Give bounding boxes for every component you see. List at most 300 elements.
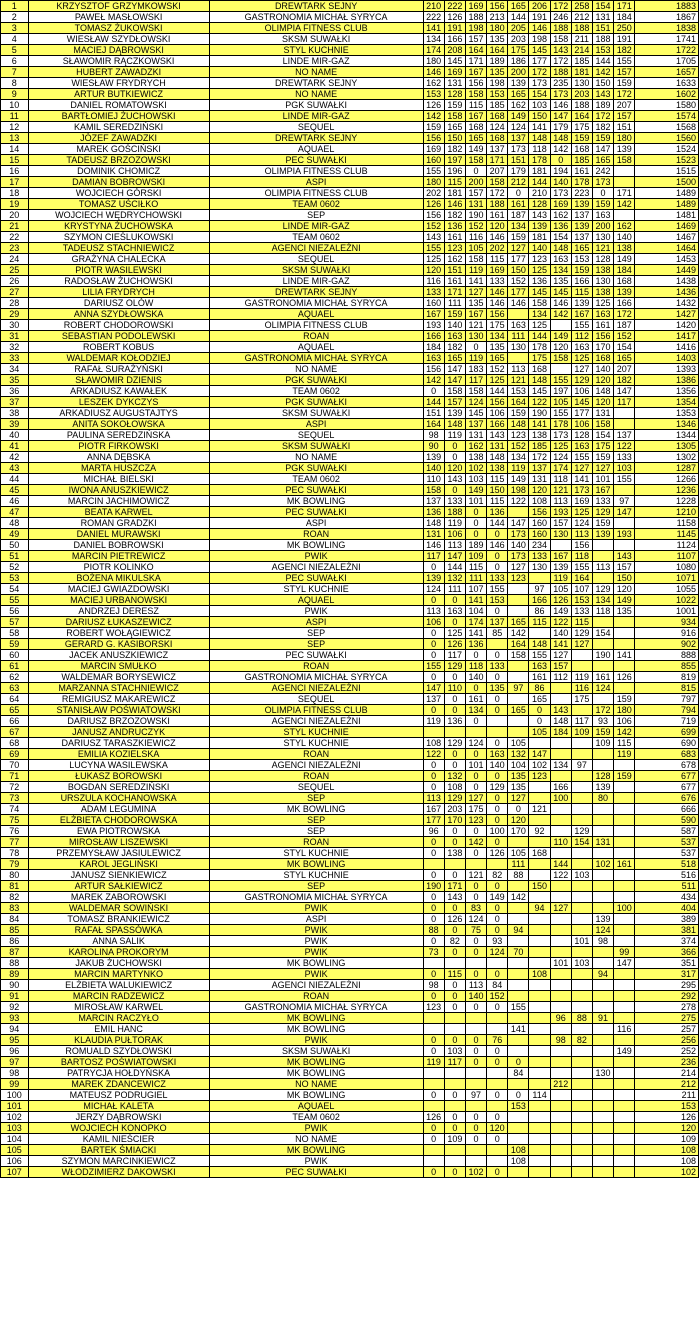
game-score-cell xyxy=(614,815,635,826)
game-score-cell: 172 xyxy=(550,56,571,67)
game-score-cell: 172 xyxy=(550,1,571,12)
game-score-cell: 0 xyxy=(465,947,486,958)
player-name-cell: PRZEMYSŁAW JASIULEWICZ xyxy=(28,848,209,859)
game-score-cell: 191 xyxy=(614,34,635,45)
game-score-cell: 153 xyxy=(592,45,613,56)
place-cell: 44 xyxy=(1,474,29,485)
game-score-cell: 0 xyxy=(465,507,486,518)
total-score-cell: 1417 xyxy=(635,331,699,342)
game-score-cell: 121 xyxy=(529,804,550,815)
game-score-cell: 115 xyxy=(444,969,465,980)
game-score-cell: 125 xyxy=(423,254,444,265)
game-score-cell: 154 xyxy=(592,628,613,639)
game-score-cell xyxy=(508,1013,529,1024)
game-score-cell xyxy=(508,914,529,925)
total-score-cell: 257 xyxy=(635,1024,699,1035)
game-score-cell: 128 xyxy=(444,89,465,100)
game-score-cell: 182 xyxy=(614,375,635,386)
game-score-cell xyxy=(592,1145,613,1156)
game-score-cell: 0 xyxy=(550,155,571,166)
game-score-cell: 134 xyxy=(508,221,529,232)
game-score-cell: 158 xyxy=(465,386,486,397)
game-score-cell xyxy=(592,991,613,1002)
game-score-cell: 181 xyxy=(529,166,550,177)
game-score-cell: 92 xyxy=(529,826,550,837)
game-score-cell: 178 xyxy=(550,419,571,430)
place-cell: 74 xyxy=(1,804,29,815)
game-score-cell: 141 xyxy=(465,595,486,606)
game-score-cell: 158 xyxy=(465,89,486,100)
game-score-cell: 200 xyxy=(508,67,529,78)
game-score-cell: 203 xyxy=(508,34,529,45)
game-score-cell xyxy=(614,1167,635,1178)
game-score-cell: 144 xyxy=(487,386,508,397)
game-score-cell: 164 xyxy=(508,639,529,650)
game-score-cell xyxy=(508,1046,529,1057)
game-score-cell: 182 xyxy=(614,45,635,56)
game-score-cell: 155 xyxy=(571,320,592,331)
game-score-cell: 159 xyxy=(592,133,613,144)
game-score-cell xyxy=(571,925,592,936)
game-score-cell: 175 xyxy=(465,804,486,815)
game-score-cell xyxy=(487,1013,508,1024)
game-score-cell: 0 xyxy=(423,1134,444,1145)
place-cell: 13 xyxy=(1,133,29,144)
total-score-cell: 1489 xyxy=(635,199,699,210)
game-score-cell: 0 xyxy=(465,166,486,177)
game-score-cell: 164 xyxy=(423,419,444,430)
game-score-cell: 0 xyxy=(423,562,444,573)
table-row xyxy=(1,892,699,903)
game-score-cell: 152 xyxy=(487,364,508,375)
team-cell: SEQUEL xyxy=(209,122,423,133)
game-score-cell: 115 xyxy=(465,562,486,573)
total-score-cell: 815 xyxy=(635,683,699,694)
game-score-cell: 0 xyxy=(423,991,444,1002)
table-row xyxy=(1,958,699,969)
game-score-cell xyxy=(592,892,613,903)
game-score-cell: 97 xyxy=(508,683,529,694)
game-score-cell: 138 xyxy=(592,265,613,276)
game-score-cell xyxy=(550,947,571,958)
game-score-cell: 0 xyxy=(444,925,465,936)
game-score-cell: 0 xyxy=(465,826,486,837)
table-row xyxy=(1,562,699,573)
game-score-cell: 0 xyxy=(487,650,508,661)
game-score-cell: 134 xyxy=(529,309,550,320)
game-score-cell xyxy=(592,815,613,826)
place-cell: 105 xyxy=(1,1145,29,1156)
game-score-cell: 155 xyxy=(614,474,635,485)
table-row xyxy=(1,320,699,331)
table-row xyxy=(1,661,699,672)
game-score-cell: 166 xyxy=(529,595,550,606)
game-score-cell: 102 xyxy=(529,760,550,771)
game-score-cell: 120 xyxy=(550,342,571,353)
table-row xyxy=(1,837,699,848)
game-score-cell xyxy=(614,1156,635,1167)
game-score-cell xyxy=(614,1112,635,1123)
place-cell: 72 xyxy=(1,782,29,793)
table-row xyxy=(1,452,699,463)
place-cell: 28 xyxy=(1,298,29,309)
game-score-cell: 139 xyxy=(592,529,613,540)
table-row xyxy=(1,430,699,441)
game-score-cell xyxy=(444,1079,465,1090)
game-score-cell: 130 xyxy=(550,529,571,540)
game-score-cell: 180 xyxy=(614,133,635,144)
table-row xyxy=(1,749,699,760)
game-score-cell: 0 xyxy=(423,672,444,683)
game-score-cell: 128 xyxy=(571,430,592,441)
game-score-cell xyxy=(529,837,550,848)
game-score-cell xyxy=(592,1101,613,1112)
game-score-cell xyxy=(508,595,529,606)
game-score-cell xyxy=(571,1079,592,1090)
game-score-cell: 0 xyxy=(423,1167,444,1178)
game-score-cell: 0 xyxy=(444,760,465,771)
game-score-cell: 108 xyxy=(529,969,550,980)
place-cell: 75 xyxy=(1,815,29,826)
game-score-cell: 122 xyxy=(508,496,529,507)
game-score-cell: 0 xyxy=(423,705,444,716)
game-score-cell: 102 xyxy=(465,463,486,474)
game-score-cell: 142 xyxy=(465,837,486,848)
game-score-cell: 145 xyxy=(444,56,465,67)
game-score-cell xyxy=(550,881,571,892)
game-score-cell: 146 xyxy=(487,540,508,551)
game-score-cell: 167 xyxy=(465,309,486,320)
game-score-cell: 159 xyxy=(614,771,635,782)
game-score-cell: 154 xyxy=(592,1,613,12)
game-score-cell xyxy=(444,727,465,738)
team-cell: PWIK xyxy=(209,606,423,617)
game-score-cell: 165 xyxy=(592,155,613,166)
game-score-cell: 118 xyxy=(529,144,550,155)
game-score-cell: 159 xyxy=(571,265,592,276)
player-name-cell: ANNA DĘBSKA xyxy=(28,452,209,463)
game-score-cell: 149 xyxy=(614,1046,635,1057)
place-cell: 91 xyxy=(1,991,29,1002)
game-score-cell: 120 xyxy=(592,375,613,386)
game-score-cell: 168 xyxy=(614,276,635,287)
game-score-cell: 117 xyxy=(444,650,465,661)
team-cell: MK BOWLING xyxy=(209,859,423,870)
game-score-cell: 163 xyxy=(444,606,465,617)
game-score-cell: 156 xyxy=(529,507,550,518)
table-row xyxy=(1,496,699,507)
game-score-cell: 190 xyxy=(592,650,613,661)
team-cell: SKSM SUWAŁKI xyxy=(209,408,423,419)
game-score-cell: 234 xyxy=(529,540,550,551)
place-cell: 7 xyxy=(1,67,29,78)
place-cell: 89 xyxy=(1,969,29,980)
game-score-cell: 173 xyxy=(508,144,529,155)
game-score-cell: 135 xyxy=(465,298,486,309)
table-row xyxy=(1,309,699,320)
team-cell: STYL KUCHNIE xyxy=(209,727,423,738)
game-score-cell: 146 xyxy=(444,199,465,210)
game-score-cell: 182 xyxy=(592,122,613,133)
game-score-cell xyxy=(465,1101,486,1112)
game-score-cell: 122 xyxy=(423,749,444,760)
game-score-cell xyxy=(508,969,529,980)
player-name-cell: KAMIL NIEŚCIER xyxy=(28,1134,209,1145)
team-cell: STYL KUCHNIE xyxy=(209,584,423,595)
game-score-cell: 163 xyxy=(529,661,550,672)
game-score-cell: 181 xyxy=(571,67,592,78)
team-cell: AQUAEL xyxy=(209,144,423,155)
player-name-cell: SEBASTIAN PODOLEWSKI xyxy=(28,331,209,342)
game-score-cell: 106 xyxy=(444,529,465,540)
game-score-cell: 0 xyxy=(487,562,508,573)
game-score-cell: 110 xyxy=(444,683,465,694)
game-score-cell: 188 xyxy=(550,23,571,34)
total-score-cell: 797 xyxy=(635,694,699,705)
game-score-cell: 135 xyxy=(487,342,508,353)
game-score-cell xyxy=(423,1101,444,1112)
total-score-cell: 1145 xyxy=(635,529,699,540)
game-score-cell: 94 xyxy=(592,969,613,980)
team-cell: ASPI xyxy=(209,419,423,430)
table-row xyxy=(1,826,699,837)
total-score-cell: 1344 xyxy=(635,430,699,441)
table-row xyxy=(1,991,699,1002)
table-row xyxy=(1,969,699,980)
game-score-cell: 120 xyxy=(508,815,529,826)
game-score-cell: 144 xyxy=(423,397,444,408)
team-cell: ROAN xyxy=(209,837,423,848)
game-score-cell: 151 xyxy=(423,408,444,419)
place-cell: 16 xyxy=(1,166,29,177)
place-cell: 43 xyxy=(1,463,29,474)
game-score-cell: 133 xyxy=(444,496,465,507)
game-score-cell: 0 xyxy=(487,672,508,683)
game-score-cell xyxy=(529,1101,550,1112)
game-score-cell: 104 xyxy=(465,606,486,617)
game-score-cell: 147 xyxy=(614,386,635,397)
game-score-cell xyxy=(529,914,550,925)
game-score-cell: 149 xyxy=(508,474,529,485)
game-score-cell: 153 xyxy=(508,1101,529,1112)
game-score-cell: 129 xyxy=(592,507,613,518)
game-score-cell: 175 xyxy=(508,45,529,56)
game-score-cell xyxy=(571,1046,592,1057)
player-name-cell: REMIGIUSZ MAKAREWICZ xyxy=(28,694,209,705)
game-score-cell xyxy=(571,881,592,892)
game-score-cell: 181 xyxy=(444,188,465,199)
place-cell: 79 xyxy=(1,859,29,870)
total-score-cell: 1305 xyxy=(635,441,699,452)
table-row xyxy=(1,89,699,100)
game-score-cell: 0 xyxy=(465,782,486,793)
game-score-cell: 152 xyxy=(508,276,529,287)
place-cell: 61 xyxy=(1,661,29,672)
game-score-cell: 124 xyxy=(592,683,613,694)
game-score-cell: 0 xyxy=(487,914,508,925)
game-score-cell: 123 xyxy=(423,1002,444,1013)
team-cell: STYL KUCHNIE xyxy=(209,45,423,56)
team-cell: SKSM SUWAŁKI xyxy=(209,265,423,276)
player-name-cell: TOMASZ BRANKIEWICZ xyxy=(28,914,209,925)
place-cell: 60 xyxy=(1,650,29,661)
place-cell: 20 xyxy=(1,210,29,221)
game-score-cell xyxy=(550,1123,571,1134)
game-score-cell xyxy=(529,1002,550,1013)
game-score-cell: 144 xyxy=(592,56,613,67)
total-score-cell: 1449 xyxy=(635,265,699,276)
game-score-cell xyxy=(571,947,592,958)
game-score-cell xyxy=(529,628,550,639)
game-score-cell xyxy=(465,1156,486,1167)
game-score-cell xyxy=(592,573,613,584)
place-cell: 101 xyxy=(1,1101,29,1112)
team-cell: PEC SUWAŁKI xyxy=(209,1167,423,1178)
game-score-cell: 139 xyxy=(508,78,529,89)
game-score-cell: 148 xyxy=(592,386,613,397)
game-score-cell: 163 xyxy=(508,320,529,331)
game-score-cell: 133 xyxy=(423,287,444,298)
game-score-cell: 136 xyxy=(444,716,465,727)
game-score-cell: 0 xyxy=(508,188,529,199)
game-score-cell xyxy=(571,1002,592,1013)
total-score-cell: 108 xyxy=(635,1156,699,1167)
player-name-cell: PIOTR KOLINKO xyxy=(28,562,209,573)
game-score-cell: 118 xyxy=(571,551,592,562)
game-score-cell: 126 xyxy=(444,12,465,23)
game-score-cell: 0 xyxy=(444,595,465,606)
game-score-cell xyxy=(571,815,592,826)
game-score-cell: 93 xyxy=(487,936,508,947)
game-score-cell: 142 xyxy=(614,727,635,738)
game-score-cell xyxy=(550,848,571,859)
game-score-cell: 172 xyxy=(487,188,508,199)
player-name-cell: DARIUSZ ŁUKASZEWICZ xyxy=(28,617,209,628)
game-score-cell: 135 xyxy=(614,606,635,617)
game-score-cell: 103 xyxy=(444,1046,465,1057)
game-score-cell xyxy=(487,1101,508,1112)
table-row xyxy=(1,331,699,342)
game-score-cell: 98 xyxy=(423,980,444,991)
place-cell: 31 xyxy=(1,331,29,342)
game-score-cell: 0 xyxy=(487,738,508,749)
game-score-cell: 115 xyxy=(571,617,592,628)
game-score-cell: 119 xyxy=(465,265,486,276)
game-score-cell xyxy=(550,815,571,826)
game-score-cell xyxy=(444,1013,465,1024)
game-score-cell: 82 xyxy=(487,870,508,881)
game-score-cell: 164 xyxy=(508,397,529,408)
game-score-cell: 132 xyxy=(508,749,529,760)
player-name-cell: MARCIN RACZYŁO xyxy=(28,1013,209,1024)
player-name-cell: KAROL JEGLIŃSKI xyxy=(28,859,209,870)
place-cell: 73 xyxy=(1,793,29,804)
game-score-cell: 118 xyxy=(550,474,571,485)
player-name-cell: MAREK ZDANCEWICZ xyxy=(28,1079,209,1090)
game-score-cell xyxy=(465,1024,486,1035)
game-score-cell xyxy=(529,1134,550,1145)
team-cell: ROAN xyxy=(209,771,423,782)
game-score-cell: 207 xyxy=(614,364,635,375)
table-row xyxy=(1,353,699,364)
player-name-cell: EMILIA KOZIELSKA xyxy=(28,749,209,760)
game-score-cell: 143 xyxy=(423,232,444,243)
team-cell: DREWTARK SEJNY xyxy=(209,78,423,89)
game-score-cell xyxy=(465,1145,486,1156)
game-score-cell: 235 xyxy=(550,78,571,89)
game-score-cell: 164 xyxy=(571,111,592,122)
game-score-cell: 125 xyxy=(550,441,571,452)
player-name-cell: WŁODZIMIERZ DAKOWSKI xyxy=(28,1167,209,1178)
player-name-cell: PIOTR WASILEWSKI xyxy=(28,265,209,276)
game-score-cell xyxy=(508,694,529,705)
game-score-cell: 131 xyxy=(529,474,550,485)
game-score-cell: 164 xyxy=(571,573,592,584)
game-score-cell: 131 xyxy=(592,837,613,848)
game-score-cell xyxy=(487,716,508,727)
game-score-cell: 97 xyxy=(529,584,550,595)
game-score-cell: 150 xyxy=(614,573,635,584)
table-row xyxy=(1,914,699,925)
game-score-cell: 120 xyxy=(487,1123,508,1134)
game-score-cell: 106 xyxy=(423,617,444,628)
game-score-cell: 180 xyxy=(423,177,444,188)
game-score-cell xyxy=(508,716,529,727)
game-score-cell: 0 xyxy=(465,969,486,980)
game-score-cell xyxy=(571,705,592,716)
game-score-cell: 180 xyxy=(423,56,444,67)
total-score-cell: 389 xyxy=(635,914,699,925)
game-score-cell xyxy=(592,1156,613,1167)
game-score-cell xyxy=(550,683,571,694)
team-cell: MK BOWLING xyxy=(209,1013,423,1024)
team-cell: OLIMPIA FITNESS CLUB xyxy=(209,166,423,177)
team-cell: PGK SUWAŁKI xyxy=(209,100,423,111)
place-cell: 104 xyxy=(1,1134,29,1145)
game-score-cell: 159 xyxy=(508,408,529,419)
game-score-cell: 202 xyxy=(423,188,444,199)
total-score-cell: 511 xyxy=(635,881,699,892)
game-score-cell: 118 xyxy=(465,661,486,672)
game-score-cell: 124 xyxy=(571,518,592,529)
player-name-cell: PIOTR FIRKOWSKI xyxy=(28,441,209,452)
player-name-cell: ROMUALD SZYDŁOWSKI xyxy=(28,1046,209,1057)
place-cell: 92 xyxy=(1,1002,29,1013)
game-score-cell xyxy=(571,738,592,749)
game-score-cell: 144 xyxy=(508,12,529,23)
game-score-cell xyxy=(529,925,550,936)
game-score-cell: 158 xyxy=(592,419,613,430)
game-score-cell: 152 xyxy=(487,991,508,1002)
player-name-cell: ŁUKASZ BOROWSKI xyxy=(28,771,209,782)
game-score-cell xyxy=(529,1156,550,1167)
place-cell: 42 xyxy=(1,452,29,463)
game-score-cell: 150 xyxy=(444,133,465,144)
game-score-cell xyxy=(508,672,529,683)
place-cell: 102 xyxy=(1,1112,29,1123)
table-row xyxy=(1,1156,699,1167)
game-score-cell: 148 xyxy=(444,419,465,430)
game-score-cell: 161 xyxy=(592,320,613,331)
game-score-cell xyxy=(508,1123,529,1134)
team-cell: GASTRONOMIA MICHAŁ SYRYCA xyxy=(209,672,423,683)
game-score-cell: 113 xyxy=(423,793,444,804)
table-row xyxy=(1,463,699,474)
place-cell: 65 xyxy=(1,705,29,716)
game-score-cell xyxy=(614,969,635,980)
game-score-cell: 119 xyxy=(423,1057,444,1068)
game-score-cell: 154 xyxy=(529,89,550,100)
